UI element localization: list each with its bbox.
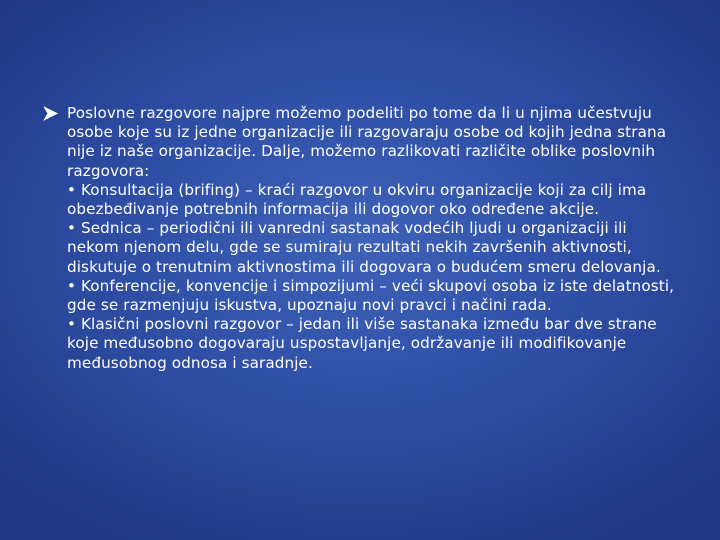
arrow-bullet-icon [42, 105, 60, 122]
list-item-conferences: • Konferencije, konvencije i simpozijumi – veći skupovi osoba iz iste delatnosti, gde se razmenjuju iskustva, upoznaju novi pravci i načini rada. [67, 276, 675, 315]
bullet-block [42, 104, 682, 373]
list-item-classic-meeting: • Klasični poslovni razgovor – jedan ili više sastanaka između bar dve strane koje međusobno dogovaraju uspostavljanje, održavanje ili modifikovanje međusobnog odnosa i saradnje. [67, 315, 657, 372]
intro-paragraph: Poslovne razgovore najpre možemo podeliti po tome da li u njima učestvuju osobe koje su iz jedne organizacije ili razgovaraju osobe od kojih jedna strana nije iz naše organizacije. Dalje, možemo razlikovati različite oblike poslovnih razgovora: [67, 104, 667, 180]
list-item-session: • Sednica – periodični ili vanredni sastanak vodećih ljudi u organizaciji ili nekom njenom delu, gde se sumiraju rezultati nekih završenih aktivnosti, diskutuje o trenutnim aktivnostima ili dogovara o budućem smeru delovanja. [67, 219, 661, 276]
bullet-text [67, 104, 682, 373]
list-item-consultation: • Konsultacija (brifing) – kraći razgovor u okviru organizacije koji za cilj ima obezbeđivanje potrebnih informacija ili dogovor oko određene akcije. [67, 180, 647, 219]
